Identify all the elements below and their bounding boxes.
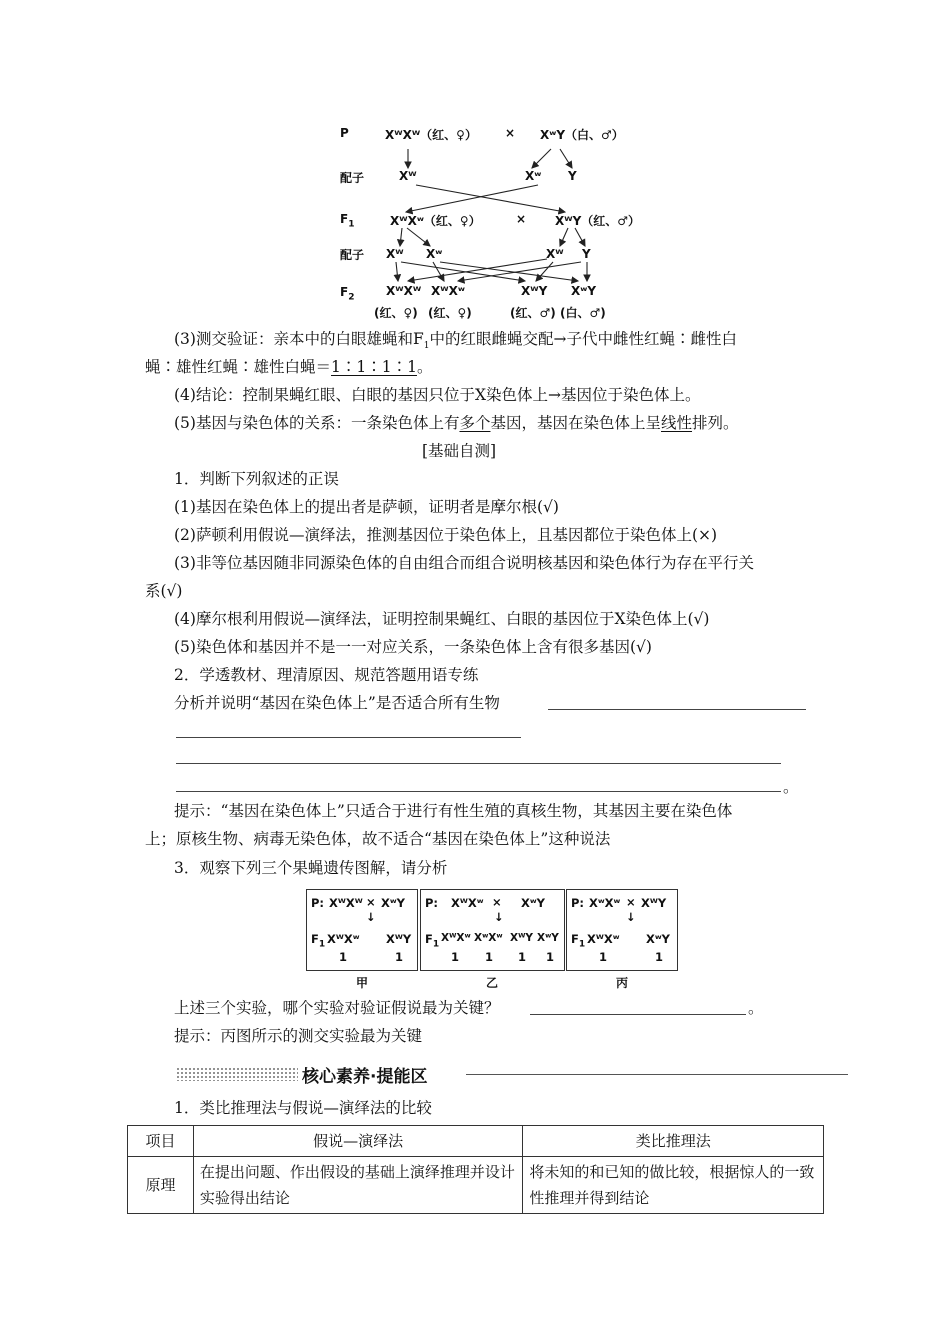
- para-4: (4)结论：控制果蝇红眼、白眼的基因只位于X染色体上→基因位于染色体上。: [174, 386, 701, 404]
- f1-gamete-3: Xᵂ: [546, 247, 564, 261]
- self-test-title: [基础自测]: [422, 442, 497, 460]
- cell-hypothesis-principle: 在提出问题、作出假设的基础上演绎推理并设计实验得出结论: [193, 1157, 523, 1214]
- gamete-label-2: 配子: [340, 248, 365, 262]
- para-3-part-a: (3)测交验证：亲本中的白眼雄蝇和F: [174, 330, 424, 348]
- box2-f1-label: [425, 932, 439, 949]
- q1-item-5: (5)染色体和基因并不是一一对应关系，一条染色体上含有很多基因(√): [174, 638, 652, 656]
- box1-parent-2: XʷY: [381, 896, 405, 910]
- box2-offspring-2: XʷXʷ: [474, 932, 503, 944]
- p-label: P: [340, 126, 349, 140]
- f1-female: XᵂXʷ（红、♀）: [390, 214, 481, 228]
- cross-arrows: [0, 0, 950, 330]
- banner-rule: [466, 1074, 848, 1075]
- para-5-answer-1: 多个: [459, 414, 491, 432]
- box3-arrow: ↓: [626, 910, 636, 924]
- cross-symbol: ×: [505, 126, 516, 140]
- box1-f1-letter: F: [311, 932, 319, 946]
- box1-f1-label: [311, 932, 325, 949]
- box3-f1-sub: 1: [578, 939, 586, 950]
- gamete-label-1: 配子: [340, 171, 365, 185]
- q2-answer-blank-3[interactable]: [176, 763, 781, 764]
- box2-parent-2: XʷY: [521, 896, 545, 910]
- header-item: 项目: [128, 1126, 194, 1157]
- f2-genotype-4: XʷY: [571, 284, 597, 298]
- f2-phenotype-2: (红、♀): [428, 306, 472, 320]
- f2-letter: F: [340, 285, 349, 299]
- banner-dotted-bar: [176, 1067, 298, 1081]
- p-gamete-male-x: Xʷ: [525, 169, 542, 183]
- header-analogy: 类比推理法: [523, 1126, 824, 1157]
- f2-genotype-3: XᵂY: [521, 284, 548, 298]
- p-male: XʷY（白、♂）: [540, 128, 624, 142]
- q3-end-mark: 。: [748, 999, 764, 1017]
- box3-p-label: P:: [571, 896, 585, 910]
- q2-prompt: 分析并说明“基因在染色体上”是否适合所有生物: [174, 694, 500, 712]
- para-3-line-2: [145, 355, 432, 379]
- box1-p-label: P:: [311, 896, 325, 910]
- box1-cross: ×: [366, 895, 376, 909]
- para-3-end: 。: [416, 358, 433, 376]
- para-5-answer-2: 线性: [661, 414, 693, 432]
- f2-phenotype-3: (红、♂): [510, 306, 556, 320]
- comparison-title: 1．类比推理法与假说—演绎法的比较: [174, 1099, 432, 1117]
- cross-box-yi: [420, 889, 565, 971]
- q3-hint: 提示：丙图所示的测交实验最为关键: [174, 1027, 423, 1045]
- box1-caption: 甲: [356, 976, 369, 990]
- box2-offspring-4: XʷY: [537, 932, 559, 944]
- row-label-principle: 原理: [128, 1157, 194, 1214]
- box1-arrow: ↓: [366, 910, 376, 924]
- f2-genotype-2: XᵂXʷ: [431, 284, 465, 298]
- f1-label: [340, 212, 354, 229]
- box3-ratio-2: 1: [655, 950, 664, 964]
- cross-box-bing: [566, 889, 678, 971]
- box2-parent-1: XᵂXʷ: [451, 896, 484, 910]
- q3-answer-blank[interactable]: [530, 1014, 746, 1015]
- f1-subscript: 1: [348, 219, 355, 230]
- q1-item-4: (4)摩尔根利用假说—演绎法，证明控制果蝇红、白眼的基因位于X染色体上(√): [174, 610, 710, 628]
- f2-subscript: 2: [348, 292, 355, 303]
- box2-offspring-3: XᵂY: [510, 932, 533, 944]
- box3-caption: 丙: [616, 976, 629, 990]
- box2-offspring-1: XᵂXʷ: [441, 932, 471, 944]
- box3-parent-1: XʷXʷ: [589, 896, 621, 910]
- para-5-part-a: (5)基因与染色体的关系：一条染色体上有: [174, 414, 460, 432]
- cross-box-jia: [306, 889, 418, 971]
- box2-f1-letter: F: [425, 932, 433, 946]
- box3-f1-letter: F: [571, 932, 579, 946]
- q2-end-mark: 。: [783, 778, 799, 796]
- box1-offspring-1: XᵂXʷ: [327, 932, 360, 946]
- box3-parent-2: XᵂY: [641, 896, 667, 910]
- box3-offspring-2: XʷY: [646, 932, 670, 946]
- para-5-part-c: 排列。: [692, 414, 739, 432]
- cell-analogy-principle: 将未知的和已知的做比较，根据惊人的一致性推理并得到结论: [523, 1157, 824, 1214]
- box2-ratio-4: 1: [546, 950, 555, 964]
- box3-f1-label: [571, 932, 585, 949]
- box1-offspring-2: XᵂY: [386, 932, 412, 946]
- f1-gamete-2: Xʷ: [426, 247, 443, 261]
- q2-title: 2．学透教材、理清原因、规范答题用语专练: [174, 666, 479, 684]
- para-3-part-c: 蝇∶雄性红蝇∶雄性白蝇＝: [145, 358, 332, 376]
- q1-item-1: (1)基因在染色体上的提出者是萨顿，证明者是摩尔根(√): [174, 498, 559, 516]
- p-gamete-male-y: Y: [568, 169, 577, 183]
- box2-cross: ×: [492, 895, 502, 909]
- q2-hint-line-2: 上；原核生物、病毒无染色体，故不适合“基因在染色体上”这种说法: [145, 830, 611, 848]
- f1-letter: F: [340, 212, 349, 226]
- q1-item-2: (2)萨顿利用假说—演绎法，推测基因位于染色体上，且基因都位于染色体上(×): [174, 526, 718, 544]
- box1-parent-1: XᵂXᵂ: [329, 896, 363, 910]
- p-gamete-female: Xᵂ: [399, 169, 417, 183]
- testcross-ratio: 1∶1∶1∶1: [331, 358, 417, 376]
- box2-arrow: ↓: [494, 910, 504, 924]
- f1-cross-symbol: ×: [516, 212, 527, 226]
- box1-ratio-2: 1: [395, 950, 404, 964]
- q2-answer-blank-2[interactable]: [176, 737, 521, 738]
- box2-f1-sub: 1: [432, 939, 440, 950]
- f2-label: [340, 285, 354, 302]
- box2-ratio-3: 1: [518, 950, 527, 964]
- box2-caption: 乙: [486, 976, 499, 990]
- box1-f1-sub: 1: [318, 939, 326, 950]
- q1-item-3-cont: 系(√): [145, 582, 183, 600]
- comparison-table: [127, 1125, 824, 1214]
- para-5: [174, 411, 739, 435]
- box3-ratio-1: 1: [599, 950, 608, 964]
- f2-phenotype-4: (白、♂): [560, 306, 606, 320]
- p-female: XᵂXᵂ（红、♀）: [385, 128, 477, 142]
- box2-p-label: P:: [425, 896, 439, 910]
- q2-answer-blank-4[interactable]: [176, 791, 781, 792]
- q2-hint-line-1: 提示：“基因在染色体上”只适合于进行有性生殖的真核生物，其基因主要在染色体: [174, 802, 733, 820]
- para-5-part-b: 基因，基因在染色体上呈: [490, 414, 661, 432]
- q1-item-3: (3)非等位基因随非同源染色体的自由组合而组合说明核基因和染色体行为存在平行关: [174, 554, 754, 572]
- para-3-line-1: [174, 327, 737, 358]
- f1-male: XᵂY（红、♂）: [555, 214, 641, 228]
- box2-ratio-2: 1: [485, 950, 494, 964]
- header-hypothesis-deduction: 假说—演绎法: [193, 1126, 523, 1157]
- section-banner-title: 核心素养·提能区: [302, 1067, 428, 1087]
- f2-phenotype-1: (红、♀): [374, 306, 418, 320]
- box2-ratio-1: 1: [451, 950, 460, 964]
- q3-question: 上述三个实验，哪个实验对验证假说最为关键？: [174, 999, 500, 1017]
- q2-answer-blank-1[interactable]: [548, 709, 806, 710]
- f1-gamete-4: Y: [582, 247, 591, 261]
- q1-title: 1．判断下列叙述的正误: [174, 470, 339, 488]
- box3-cross: ×: [626, 895, 636, 909]
- q3-title: 3．观察下列三个果蝇遗传图解，请分析: [174, 859, 448, 877]
- para-3-part-b: 中的红眼雌蝇交配→子代中雌性红蝇∶雌性白: [429, 330, 737, 348]
- para-3-subscript: 1: [423, 341, 430, 352]
- box1-ratio-1: 1: [339, 950, 348, 964]
- box3-offspring-1: XᵂXʷ: [587, 932, 620, 946]
- f1-gamete-1: Xᵂ: [386, 247, 404, 261]
- f2-genotype-1: XᵂXᵂ: [386, 284, 422, 298]
- table-header-row: [128, 1126, 824, 1157]
- table-row: [128, 1157, 824, 1214]
